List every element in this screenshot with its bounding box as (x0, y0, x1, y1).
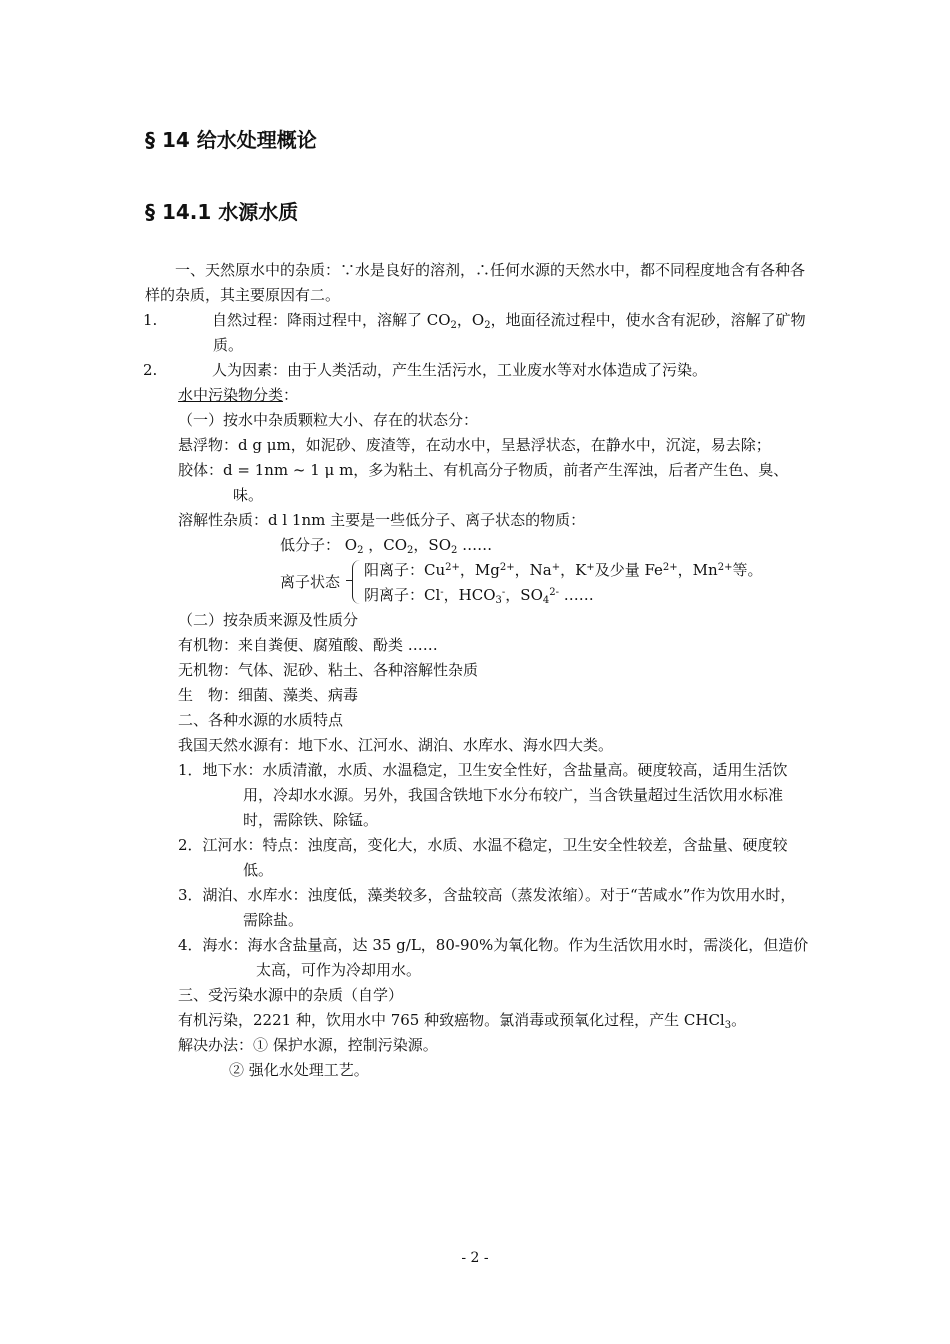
ion-state-block (270, 558, 810, 608)
pollution-text: 有机污染，2221 种，饮用水中 765 种致癌物。氯消毒或预氧化过程，产生 CHCl (178, 1011, 725, 1029)
biological-matter: 生 物：细菌、藻类、病毒 (178, 686, 359, 704)
list-item-human (145, 358, 810, 383)
formula: 及少量 Fe (594, 561, 663, 579)
section2-intro: 我国天然水源有：地下水、江河水、湖泊、水库水、海水四大类。 (178, 736, 614, 754)
colon: ： (283, 386, 299, 404)
formula: 阴离子：Cl (364, 586, 441, 604)
item-number: 2. (143, 361, 158, 379)
low-molecule-row: 低分子： $O_2$ ，$CO_2$，$SO_2$ …… (280, 536, 493, 556)
dissolved-impurities: 溶解性杂质：d l 1nm 主要是一些低分子、离子状态的物质： (178, 511, 586, 529)
section2-title: 二、各种水源的水质特点 (178, 711, 344, 729)
item-text: ，O (456, 311, 485, 329)
formula: O (344, 536, 358, 554)
page-number: - 2 - (461, 1250, 489, 1266)
ion-state-label: 离子状态 (280, 573, 341, 591)
river-water-item: 2．江河水：特点：浊度高，变化大，水质、水温不稳定，卫生安全性较差，含盐量、硬度较低。 (178, 836, 788, 879)
formula: ，SO (413, 536, 451, 554)
formula: ，SO (505, 586, 543, 604)
subheading-size: （一）按水中杂质颗粒大小、存在的状态分： (178, 411, 479, 429)
item-text: ，地面径流过程中，使水含有泥砂，溶解了矿物质。 (213, 311, 806, 354)
document-body (145, 258, 810, 1083)
formula: ，HCO (443, 586, 496, 604)
classify-title (145, 383, 810, 408)
list-item-natural: 1. 自然过程：降雨过程中，溶解了 $CO_2$，$O_2$，地面径流过程中，使水含有泥砂，溶解了矿物质。 (145, 308, 810, 358)
item-number: 1. (143, 311, 158, 329)
section3-title: 三、受污染水源中的杂质（自学） (178, 986, 404, 1004)
item-text: 人为因素：由于人类活动，产生生活污水，工业废水等对水体造成了污染。 (212, 361, 708, 379)
solution-row-2 (145, 1058, 810, 1083)
section-heading: § 14.1 水源水质 (145, 200, 299, 224)
subheading-source: （二）按杂质来源及性质分 (178, 611, 359, 629)
ellipsis: …… (559, 586, 594, 604)
solution-item: ② 强化水处理工艺。 (229, 1061, 369, 1079)
formula: ，Mn (677, 561, 718, 579)
formula: ，CO (368, 536, 408, 554)
low-molecule-label: 低分子： (280, 536, 341, 554)
intro-paragraph: 一、天然原水中的杂质：∵水是良好的溶剂，∴任何水源的天然水中，都不同程度地含有各种各样的杂质，其主要原因有二。 (145, 261, 806, 304)
organic-pollution: 有机污染，2221 种，饮用水中 765 种致癌物。氯消毒或预氧化过程，产生 CHCl$_3$。 (178, 1011, 747, 1031)
formula: 等。 (732, 561, 763, 579)
formula: ，Na (514, 561, 552, 579)
cation-line: 阳离子：$Cu^{2+}$，$Mg^{2+}$，Na+，K+及少量 $Fe^{2+}$，$Mn^{2+}$等。 (364, 561, 763, 579)
formula: ，K (560, 561, 587, 579)
item-text: 自然过程：降雨过程中，溶解了 CO (212, 311, 451, 329)
chapter-heading: § 14 给水处理概论 (145, 128, 317, 152)
brace-icon (352, 560, 363, 604)
formula: ，Mg (459, 561, 500, 579)
sea-water-item: 4．海水：海水含盐量高，达 35 g/L，80-90%为氧化物。作为生活饮用水时，需淡化，但造价太高，可作为冷却用水。 (178, 936, 809, 979)
lake-water-item: 3．湖泊、水库水：浊度低，藻类较多，含盐较高（蒸发浓缩）。对于“苦咸水”作为饮用水时，需除盐。 (178, 886, 796, 929)
groundwater-item: 1．地下水：水质清澈，水质、水温稳定，卫生安全性好，含盐量高。硬度较高，适用生活饮用，冷却水水源。另外，我国含铁地下水分布较广，当含铁量超过生活饮用水标准时，需除铁、除锰。 (178, 761, 788, 829)
inorganic-matter: 无机物：气体、泥砂、粘土、各种溶解性杂质 (178, 661, 479, 679)
organic-matter: 有机物：来自粪便、腐殖酸、酚类 …… (178, 636, 438, 654)
solution-item: ① 保护水源，控制污染源。 (253, 1036, 438, 1054)
formula: 阳离子：Cu (364, 561, 446, 579)
colloid: 胶体：d = 1nm ~ 1 μ m，多为粘土、有机高分子物质，前者产生浑浊，后者产生色、臭、味。 (178, 461, 789, 504)
solution-row (145, 1033, 810, 1058)
ellipsis: …… (457, 536, 493, 554)
classify-title-text: 水中污染物分类 (178, 386, 284, 404)
pollution-text: 。 (731, 1011, 747, 1029)
solution-label: 解决办法： (178, 1036, 254, 1054)
anion-line: 阴离子：Cl-，$HCO_3^-$，$SO_4^{2-}$ …… (364, 586, 594, 606)
suspended-solids: 悬浮物：d g μm，如泥砂、废渣等，在动水中，呈悬浮状态，在静水中，沉淀，易去除； (178, 436, 771, 454)
